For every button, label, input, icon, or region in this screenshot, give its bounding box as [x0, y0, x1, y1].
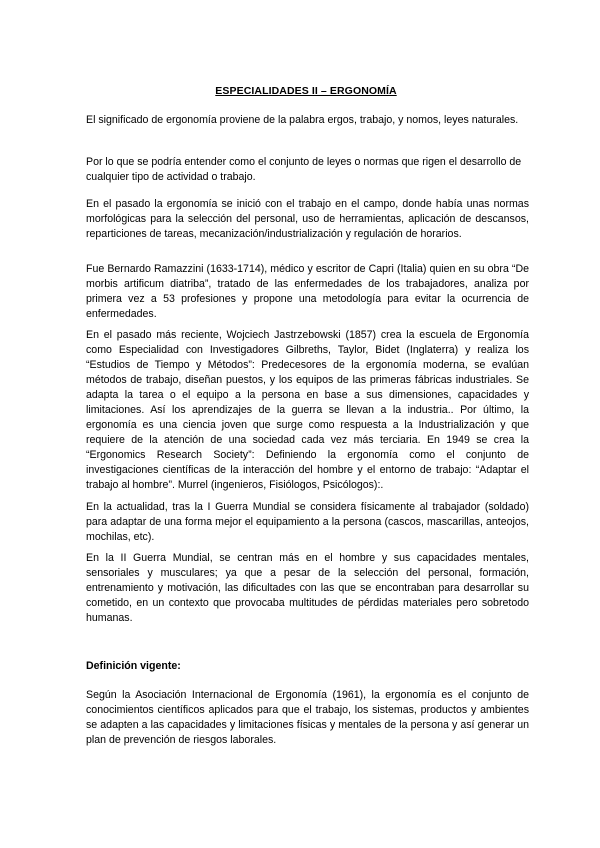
paragraph-current-definition: Según la Asociación Internacional de Ergonomía (1961), la ergonomía es el conjunto de conocimientos científicos aplicados para que el trabajo, los sistemas, productos y ambientes se adapten a las capacidades y limitaciones físicas y mentales de la persona y así generar un plan de prevención de riesgos laborales.	[86, 689, 529, 746]
paragraph-ramazzini: Fue Bernardo Ramazzini (1633-1714), médico y escritor de Capri (Italia) quien en su obra “De morbis artificum diatriba”, tratado de las enfermedades de los trabajadores, analiza por primera vez a 53 profesiones y propone una metodología para evitar la ocurrencia de enfermedades.	[86, 263, 529, 320]
paragraph-definition-intro: Por lo que se podría entender como el conjunto de leyes o normas que rigen el desarrollo de cualquier tipo de actividad o trabajo.	[86, 156, 522, 183]
document-title: ESPECIALIDADES II – ERGONOMÍA	[215, 85, 397, 97]
paragraph-etymology: El significado de ergonomía proviene de la palabra ergos, trabajo, y nomos, leyes naturales.	[86, 114, 519, 126]
paragraph-ww1: En la actualidad, tras la I Guerra Mundial se considera físicamente al trabajador (soldado) para adaptar de una forma mejor el equipamiento a la persona (cascos, mascarillas, anteojos, mochilas, etc).	[86, 501, 529, 543]
paragraph-ww2: En la II Guerra Mundial, se centran más en el hombre y sus capacidades mentales, sensoriales y musculares; ya que a pesar de la selección del personal, formación, entrenamiento y motivación, las dificultades con las que se encontraban para desarrollar su cometido, en un contexto que provocaba multitudes de pérdidas materiales pero sobretodo humanas.	[86, 552, 529, 624]
definition-heading: Definición vigente:	[86, 660, 181, 672]
paragraph-recent-history: En el pasado más reciente, Wojciech Jastrzebowski (1857) crea la escuela de Ergonomía como Especialidad con Investigadores Gilbreths, Taylor, Bidet (Inglaterra) y realiza los “Estudios de Tiempo y Métodos”: Predecesores de la ergonomía moderna, se evalúan métodos de trabajo, diseñan puestos, y los equipos de las primeras fábricas industriales. Se adapta la tarea o el equipo a la persona en base a sus dimensiones, capacidades y limitaciones. Así los aprendizajes de la guerra se llevan a la industria.. Por último, la ergonomía es una ciencia joven que surge como respuesta a la Industrialización y que requiere de la atención de una sociedad cada vez más terciaria. En 1949 se crea la “Ergonomics Research Society”: Definiendo la ergonomía como el conjunto de investigaciones científicas de la interacción del hombre y el entorno de trabajo: “Adaptar el trabajo al hombre”. Murrel (ingenieros, Fisiólogos, Psicólogos):.	[86, 329, 529, 491]
paragraph-past-origins: En el pasado la ergonomía se inició con el trabajo en el campo, donde había unas normas morfológicas para la selección del personal, uso de herramientas, aplicación de descansos, reparticiones de tareas, mecanización/industrialización y regulación de horarios.	[86, 198, 529, 240]
